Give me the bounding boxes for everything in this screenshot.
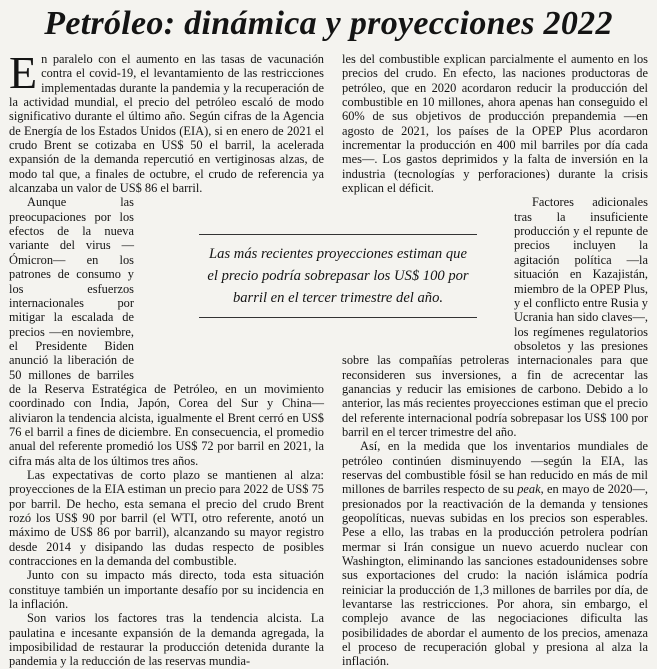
paragraph-6: les del combustible explican parcialmente el aumento en los precios del crudo. En efecto, las naciones productoras de petróleo, que en 2020 acordaron reducir la producción del combustible en 10 millones, ahora apenas han conseguido el 60% de sus objetivos de producción prepandemia —en agosto de 2021, los países de la OPEP Plus acordaron incrementar la producción en 400 mil barriles por día cada mes—. Los gastos deprimidos y la falta de inversión en la industria (tecnologías y perforaciones) durante la crisis explican el déficit. — [342, 52, 648, 196]
pull-quote: Las más recientes proyecciones estiman que el precio podría sobrepasar los US$ 100 por barril en el tercer trimestre del año. — [199, 234, 477, 318]
paragraph-3: Las expectativas de corto plazo se mantienen al alza: proyecciones de la EIA estiman un precio para 2022 de US$ 75 por barril. De hecho, esta semana el precio del crudo Brent rozó los US$ 90 por barril (el WTI, otro referente, anotó un máximo de US$ 86 por barril), alcanzando su mayor registro desde 2014 y disipando las dudas respecto de posibles contracciones en la demanda del combustible. — [9, 467, 324, 569]
peak-term: peak — [517, 482, 541, 497]
drop-cap: E — [9, 47, 38, 98]
paragraph-8-text-b: , en mayo de 2020—, presionados por la reactivación de la demanda y tensiones geopolíticas, nuevas subidas en los precios son esperables. Pese a ello, las trabas en la producción petrolera podrían mermar si Irán consigue un nuevo acuerdo nuclear con Washington, eliminando las sanciones estadounidenses sobre sus exportaciones del crudo: la nación islámica podría reiniciar la producción de 1,3 millones de barriles por día, de levantarse las restricciones. Por ahora, sin embargo, el complejo avance de las negociaciones dificulta las posibilidades de abordar el aumento de los precios, amenaza el proceso de recuperación global y presiona al alza la inflación. — [342, 482, 648, 669]
left-column — [9, 47, 324, 669]
paragraph-5: Son varios los factores tras la tendencia alcista. La paulatina e incesante expansión de la demanda agregada, la imposibilidad de restaurar la producción detenida durante la pandemia y la reducción de las reservas mundia- — [9, 611, 324, 669]
headline: Petróleo: dinámica y proyecciones 2022 — [44, 5, 613, 42]
paragraph-8 — [342, 439, 648, 669]
paragraph-2: Aunque las preocupaciones por los efectos de la nueva variante del virus —Ómicron— en los patrones de consumo y los esfuerzos internacionales por mitigar la escalada de precios —en noviembre, el Presidente Biden anunció la liberación de 50 millones de barriles de la Reserva Estratégica de Petróleo, en un movimiento coordinado con India, Japón, Corea del Sur y China— aliviaron la tendencia alcista, igualmente el Brent cerró en US$ 76 el barril a fines de diciembre. En consecuencia, el promedio anual del referente promedió los US$ 72 por barril en 2021, la cifra más alta de los últimos tres años. — [9, 195, 324, 468]
paragraph-1 — [9, 47, 324, 196]
paragraph-7: Factores adicionales tras la insuficiente producción y el repunte de precios incluyen la agitación política —la situación en Kazajistán, miembro de la OPEP Plus, y el conflicto entre Rusia y Ucrania han sido claves—, los regímenes regulatorios obsoletos y las presiones sobre las compañías petroleras internacionales para que reconsideren sus inversiones, a fin de acrecentar las ganancias y reducir las emisiones de carbono. Debido a lo anterior, las más recientes proyecciones estiman que el precio del referente internacional podría sobrepasar los US$ 100 por barril en el tercer trimestre del año. — [342, 195, 648, 439]
paragraph-4: Junto con su impacto más directo, toda esta situación constituye también un importante desafío por su incidencia en la inflación. — [9, 568, 324, 612]
right-column — [342, 52, 648, 669]
paragraph-8-text-a: Así, en la medida que los inventarios mundiales de petróleo continúen disminuyendo —según la EIA, las reservas del combustible fósil se han reducido en más de mil millones de barriles respecto de su — [342, 439, 648, 497]
paragraph-1-text: n paralelo con el aumento en las tasas de vacunación contra el covid-19, el levantamiento de las restricciones implementadas durante la pandemia y la recuperación de la actividad mundial, el precio del petróleo escaló de modo significativo durante el último año. Según cifras de la Agencia de Energía de los Estados Unidos (EIA), si en enero de 2021 el crudo Brent se cotizaba en US$ 50 el barril, la acelerada expansión de la demanda repercutió en vertiginosas alzas, de modo tal que, a finales de octubre, el crudo de referencia ya alcanzaba un valor de US$ 86 el barril. — [9, 52, 324, 196]
